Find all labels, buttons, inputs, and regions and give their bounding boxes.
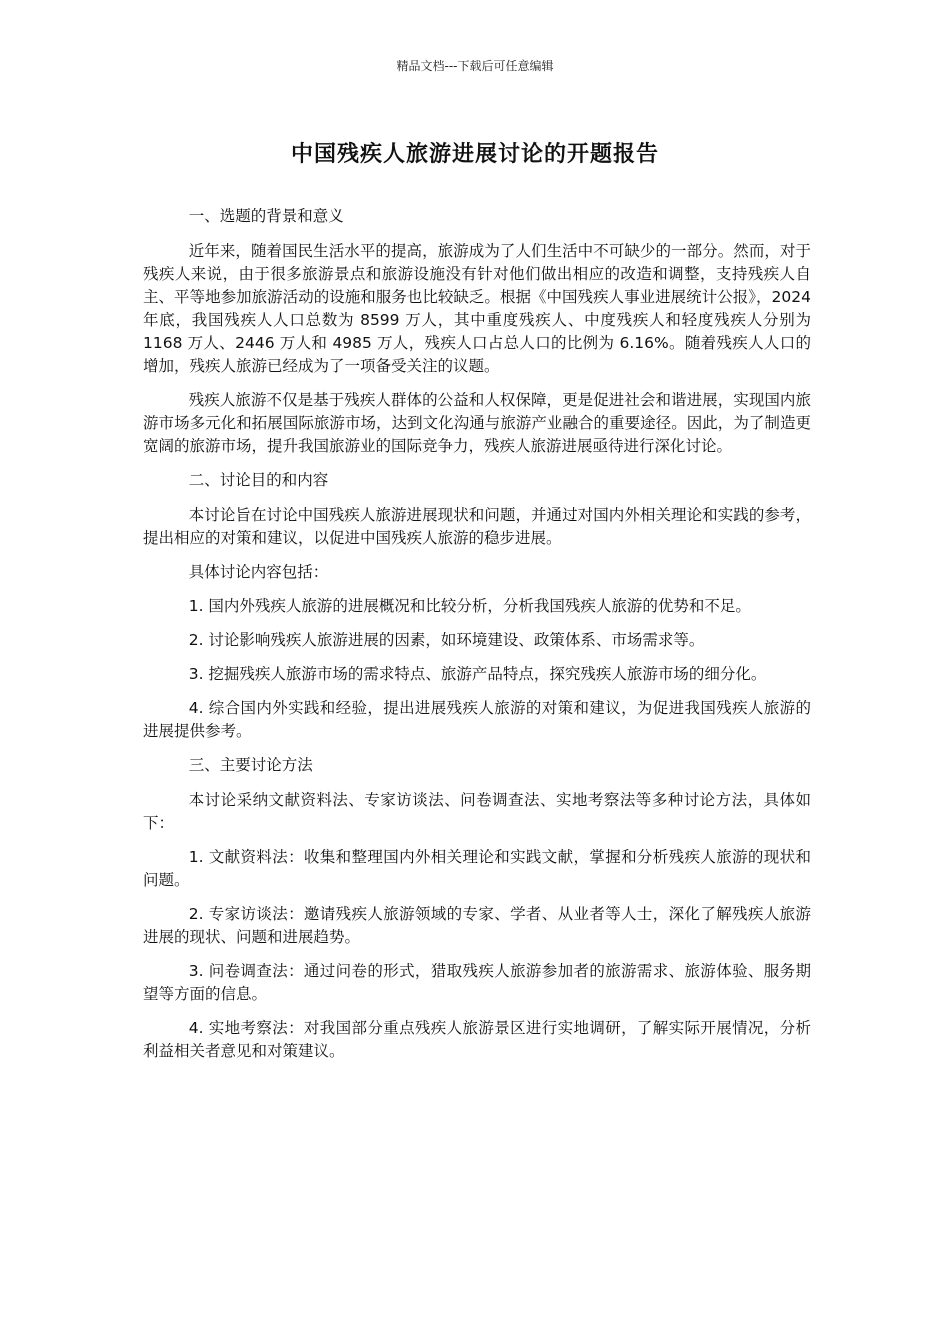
section-3-paragraph-1: 本讨论采纳文献资料法、专家访谈法、问卷调查法、实地考察法等多种讨论方法，具体如下： <box>143 791 811 832</box>
document-body <box>143 205 811 1074</box>
section-2-heading: 二、讨论目的和内容 <box>188 471 329 489</box>
section-1-paragraph-2: 残疾人旅游不仅是基于残疾人群体的公益和人权保障，更是促进社会和谐进展，实现国内旅游市场多元化和拓展国际旅游市场，达到文化沟通与旅游产业融合的重要途径。因此，为了制造更宽阔的旅游市场，提升我国旅游业的国际竞争力，残疾人旅游进展亟待进行深化讨论。 <box>143 391 811 455</box>
section-1-paragraph-1: 近年来，随着国民生活水平的提高，旅游成为了人们生活中不可缺少的一部分。然而，对于残疾人来说，由于很多旅游景点和旅游设施没有针对他们做出相应的改造和调整，支持残疾人自主、平等地参加旅游活动的设施和服务也比较缺乏。根据《中国残疾人事业进展统计公报》，2024 年底，我国残疾人人口总数为 8599 万人，其中重度残疾人、中度残疾人和轻度残疾人分别为 1168 万人、2446 万人和 4985 万人，残疾人口占总人口的比例为 6.16%。随着残疾人人口的增加，残疾人旅游已经成为了一项备受关注的议题。 <box>143 242 811 375</box>
section-3-list-item-4: 4. 实地考察法：对我国部分重点残疾人旅游景区进行实地调研，了解实际开展情况，分析利益相关者意见和对策建议。 <box>143 1019 811 1060</box>
section-3-heading: 三、主要讨论方法 <box>188 756 313 774</box>
section-3-list-item-1: 1. 文献资料法：收集和整理国内外相关理论和实践文献，掌握和分析残疾人旅游的现状和问题。 <box>143 848 811 889</box>
section-3-list-item-2: 2. 专家访谈法：邀请残疾人旅游领域的专家、学者、从业者等人士，深化了解残疾人旅游进展的现状、问题和进展趋势。 <box>143 905 811 946</box>
section-2-paragraph-2: 具体讨论内容包括： <box>188 563 329 581</box>
section-2-list-item-4: 4. 综合国内外实践和经验，提出进展残疾人旅游的对策和建议，为促进我国残疾人旅游的进展提供参考。 <box>143 699 811 740</box>
section-2-list-item-2: 2. 讨论影响残疾人旅游进展的因素，如环境建设、政策体系、市场需求等。 <box>188 631 705 649</box>
section-2-list-item-3: 3. 挖掘残疾人旅游市场的需求特点、旅游产品特点，探究残疾人旅游市场的细分化。 <box>188 665 767 683</box>
section-3-list-item-3: 3. 问卷调查法：通过问卷的形式，猎取残疾人旅游参加者的旅游需求、旅游体验、服务期望等方面的信息。 <box>143 962 811 1003</box>
section-1-heading: 一、选题的背景和意义 <box>188 207 344 225</box>
document-title: 中国残疾人旅游进展讨论的开题报告 <box>290 142 659 167</box>
section-2-list-item-1: 1. 国内外残疾人旅游的进展概况和比较分析，分析我国残疾人旅游的优势和不足。 <box>188 597 751 615</box>
section-2-paragraph-1: 本讨论旨在讨论中国残疾人旅游进展现状和问题，并通过对国内外相关理论和实践的参考，提出相应的对策和建议，以促进中国残疾人旅游的稳步进展。 <box>143 506 811 547</box>
header-note: 精品文档---下载后可任意编辑 <box>396 59 554 73</box>
